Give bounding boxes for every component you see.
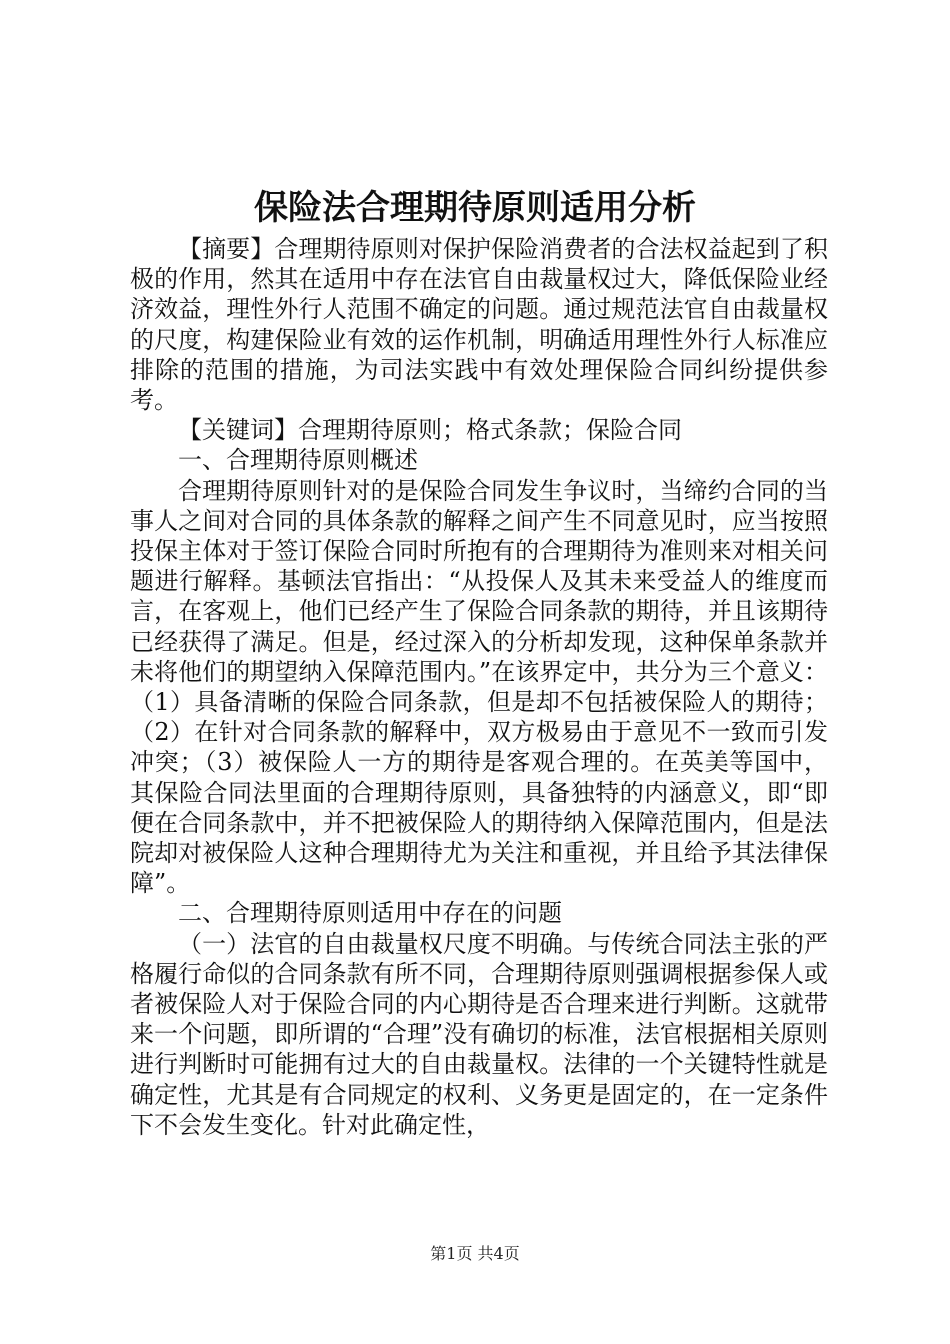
keywords-paragraph: 【关键词】合理期待原则；格式条款；保险合同 (178, 416, 682, 445)
document-body (130, 234, 828, 1140)
section-2-heading: 二、合理期待原则适用中存在的问题 (178, 899, 562, 928)
section-2-paragraph: （一）法官的自由裁量权尺度不明确。与传统合同法主张的严格履行命似的合同条款有所不同，合理期待原则强调根据参保人或者被保险人对于保险合同的内心期待是否合理来进行判断。这就带来一个问题，即所谓的“合理”没有确切的标准，法官根据相关原则进行判断时可能拥有过大的自由裁量权。法律的一个关键特性就是确定性，尤其是有合同规定的权利、义务更是固定的，在一定条件下不会发生变化。针对此确定性， (130, 929, 828, 1139)
page-footer: 第1页 共4页 (430, 1244, 520, 1263)
section-1-heading: 一、合理期待原则概述 (178, 446, 418, 475)
abstract-paragraph: 【摘要】合理期待原则对保护保险消费者的合法权益起到了积极的作用，然其在适用中存在法官自由裁量权过大，降低保险业经济效益，理性外行人范围不确定的问题。通过规范法官自由裁量权的尺度，构建保险业有效的运作机制，明确适用理性外行人标准应排除的范围的措施，为司法实践中有效处理保险合同纠纷提供参考。 (130, 235, 828, 415)
document-title: 保险法合理期待原则适用分析 (254, 188, 696, 228)
section-1-paragraph: 合理期待原则针对的是保险合同发生争议时，当缔约合同的当事人之间对合同的具体条款的解释之间产生不同意见时，应当按照投保主体对于签订保险合同时所抱有的合理期待为准则来对相关问题进行解释。基顿法官指出：“从投保人及其未来受益人的维度而言，在客观上，他们已经产生了保险合同条款的期待，并且该期待已经获得了满足。但是，经过深入的分析却发现，这种保单条款并未将他们的期望纳入保障范围内。”在该界定中，共分为三个意义：（1）具备清晰的保险合同条款，但是却不包括被保险人的期待；（2）在针对合同条款的解释中，双方极易由于意见不一致而引发冲突；（3）被保险人一方的期待是客观合理的。在英美等国中，其保险合同法里面的合理期待原则，具备独特的内涵意义，即“即便在合同条款中，并不把被保险人的期待纳入保障范围内，但是法院却对被保险人这种合理期待尤为关注和重视，并且给予其法律保障”。 (130, 476, 828, 898)
